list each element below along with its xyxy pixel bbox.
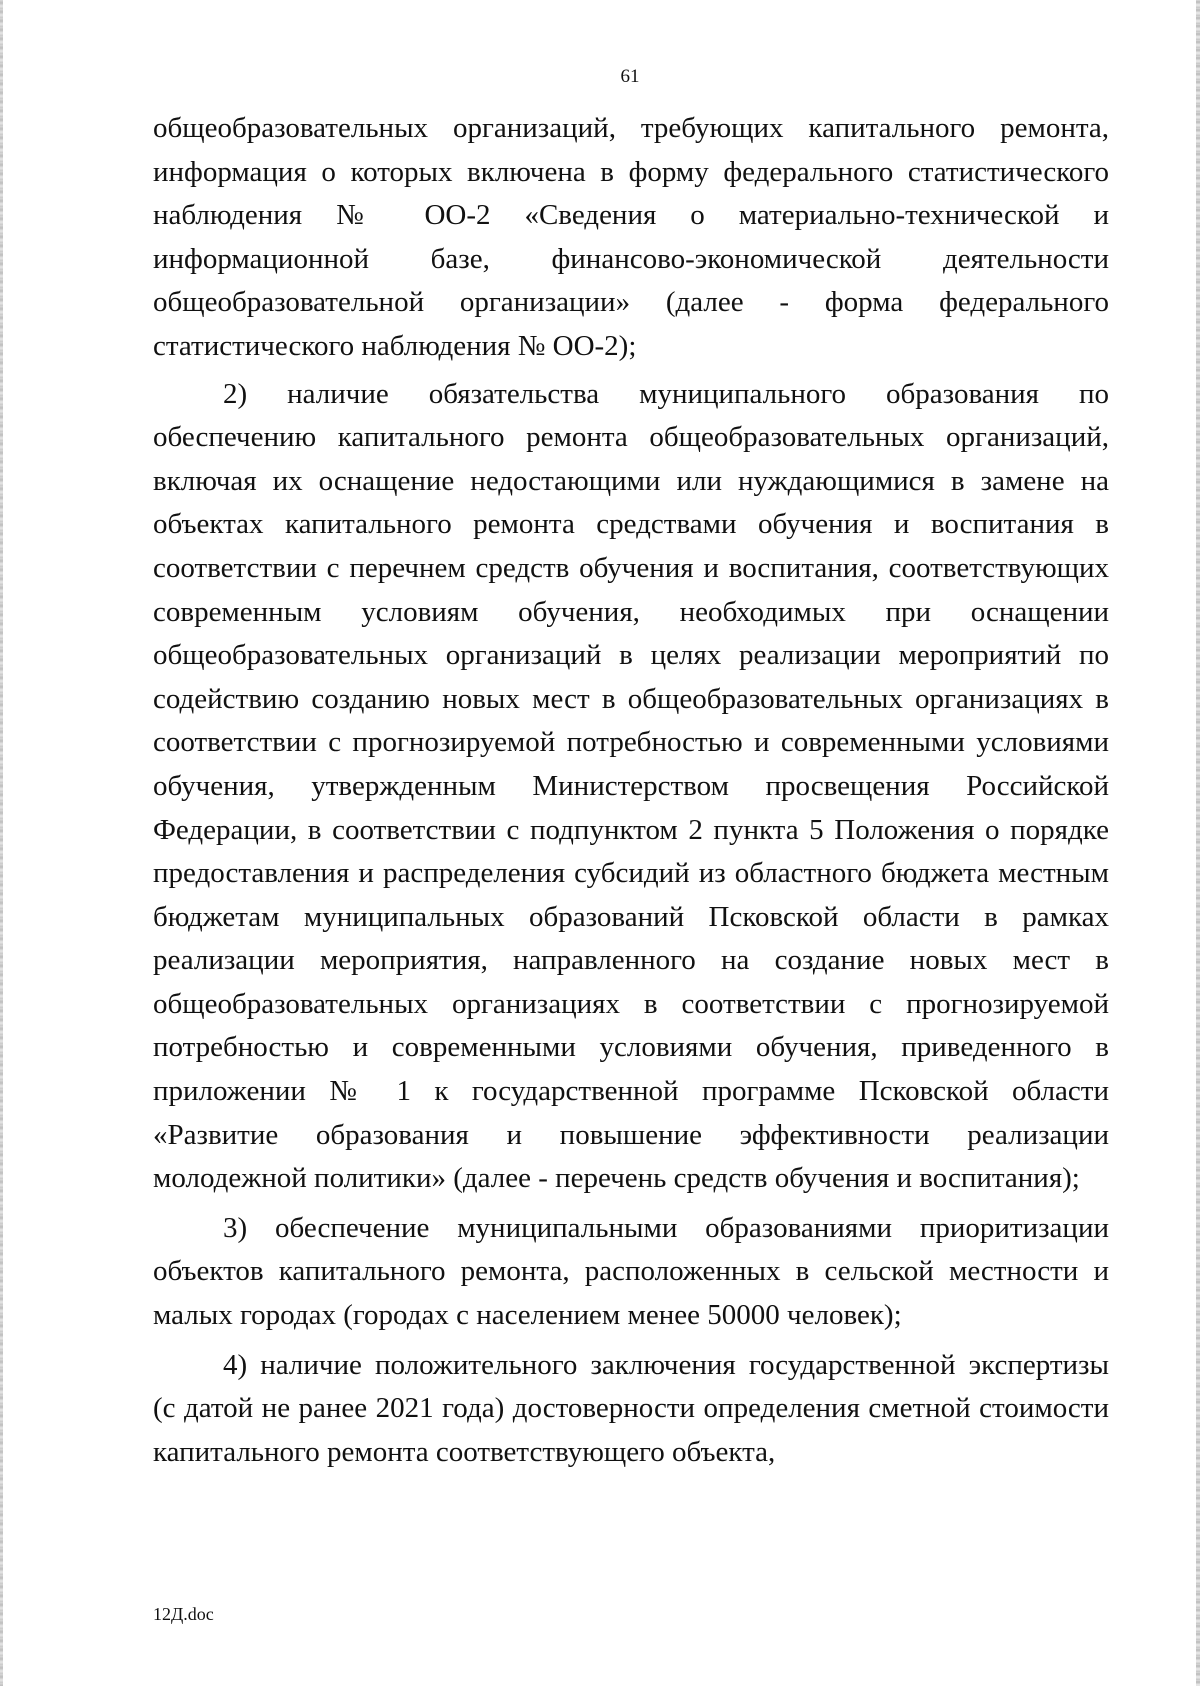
- paragraph-item-2: 2) наличие обязательства муниципального образования по обеспечению капитального ремонта общеобразовательных организаций, включая их оснащение недостающими или нуждающимися в замене на объектах капитального ремонта средствами обучения и воспитания в соответствии с перечнем средств обучения и воспитания, соответствующих современным условиям обучения, необходимых при оснащении общеобразовательных организаций в целях реализации мероприятий по содействию созданию новых мест в общеобразовательных организациях в соответствии с прогнозируемой потребностью и современными условиями обучения, утвержденным Министерством просвещения Российской Федерации, в соответствии с подпунктом 2 пункта 5 Положения о порядке предоставления и распределения субсидий из областного бюджета местным бюджетам муниципальных образований Псковской области в рамках реализации мероприятия, направленного на создание новых мест в общеобразовательных организациях в соответствии с прогнозируемой потребностью и современными условиями обучения, приведенного в приложении № 1 к государственной программе Псковской области «Развитие образования и повышение эффективности реализации молодежной политики» (далее - перечень средств обучения и воспитания);: [153, 377, 1109, 1195]
- scan-edge-left: [0, 0, 3, 1686]
- scan-edge-right: [1196, 0, 1200, 1686]
- paragraph-item-3: 3) обеспечение муниципальными образованиями приоритизации объектов капитального ремонта, расположенных в сельской местности и малых городах (городах с населением менее 50000 человек);: [153, 1211, 1109, 1332]
- paragraph-continuation: общеобразовательных организаций, требующих капитального ремонта, информация о которых включена в форму федерального статистического наблюдения № ОО-2 «Сведения о материально-технической и информационной базе, финансово-экономической деятельности общеобразовательной организации» (далее - форма федерального статистического наблюдения № ОО-2);: [153, 112, 1109, 362]
- document-body: [153, 107, 1109, 1474]
- footer-filename: 12Д.doc: [153, 1604, 214, 1624]
- paragraph-item-4: 4) наличие положительного заключения государственной экспертизы (с датой не ранее 2021 года) достоверности определения сметной стоимости капитального ремонта соответствующего объекта,: [153, 1348, 1109, 1468]
- page-number: 61: [620, 66, 640, 87]
